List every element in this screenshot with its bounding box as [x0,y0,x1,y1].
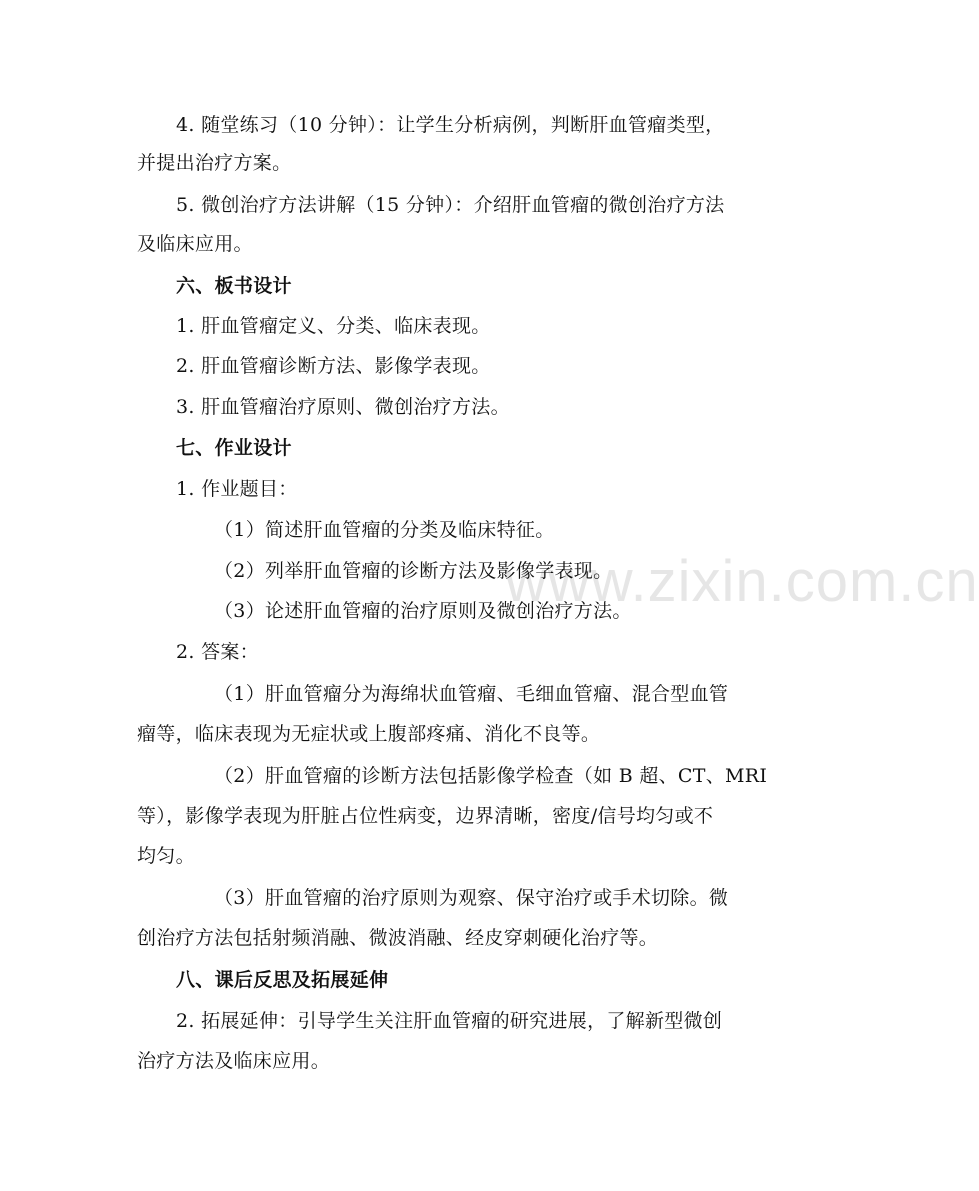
section-heading: 七、作业设计 [176,437,292,459]
paragraph-line: 1. 作业题目： [176,478,298,500]
paragraph-line: 2. 答案： [176,641,259,663]
paragraph-line: （2）肝血管瘤的诊断方法包括影像学检查（如 B 超、CT、MRI [214,765,768,787]
paragraph-line: 治疗方法及临床应用。 [137,1050,331,1072]
paragraph-line: 瘤等，临床表现为无症状或上腹部疼痛、消化不良等。 [137,723,601,745]
paragraph-line: （3）肝血管瘤的治疗原则为观察、保守治疗或手术切除。微 [214,887,729,909]
paragraph-line: 并提出治疗方案。 [137,152,292,174]
paragraph-line: （1）简述肝血管瘤的分类及临床特征。 [214,519,555,541]
paragraph-line: 创治疗方法包括射频消融、微波消融、经皮穿刺硬化治疗等。 [137,927,659,949]
paragraph-line: 1. 肝血管瘤定义、分类、临床表现。 [176,315,491,337]
paragraph-line: （3）论述肝血管瘤的治疗原则及微创治疗方法。 [214,600,632,622]
paragraph-line: 2. 拓展延伸：引导学生关注肝血管瘤的研究进展，了解新型微创 [176,1010,723,1032]
watermark: www.zixin.com.cn [505,549,979,614]
paragraph-line: 4. 随堂练习（10 分钟）：让学生分析病例，判断肝血管瘤类型， [176,114,725,136]
paragraph-line: （2）列举肝血管瘤的诊断方法及影像学表现。 [214,560,613,582]
paragraph-line: （1）肝血管瘤分为海绵状血管瘤、毛细血管瘤、混合型血管 [214,683,729,705]
paragraph-line: 等），影像学表现为肝脏占位性病变，边界清晰，密度/信号均匀或不 [137,805,714,827]
section-heading: 八、课后反思及拓展延伸 [176,969,389,991]
paragraph-line: 2. 肝血管瘤诊断方法、影像学表现。 [176,355,491,377]
paragraph-line: 5. 微创治疗方法讲解（15 分钟）：介绍肝血管瘤的微创治疗方法 [176,194,725,216]
paragraph-line: 均匀。 [137,845,195,867]
section-heading: 六、板书设计 [176,275,292,297]
paragraph-line: 3. 肝血管瘤治疗原则、微创治疗方法。 [176,396,510,418]
paragraph-line: 及临床应用。 [137,233,253,255]
